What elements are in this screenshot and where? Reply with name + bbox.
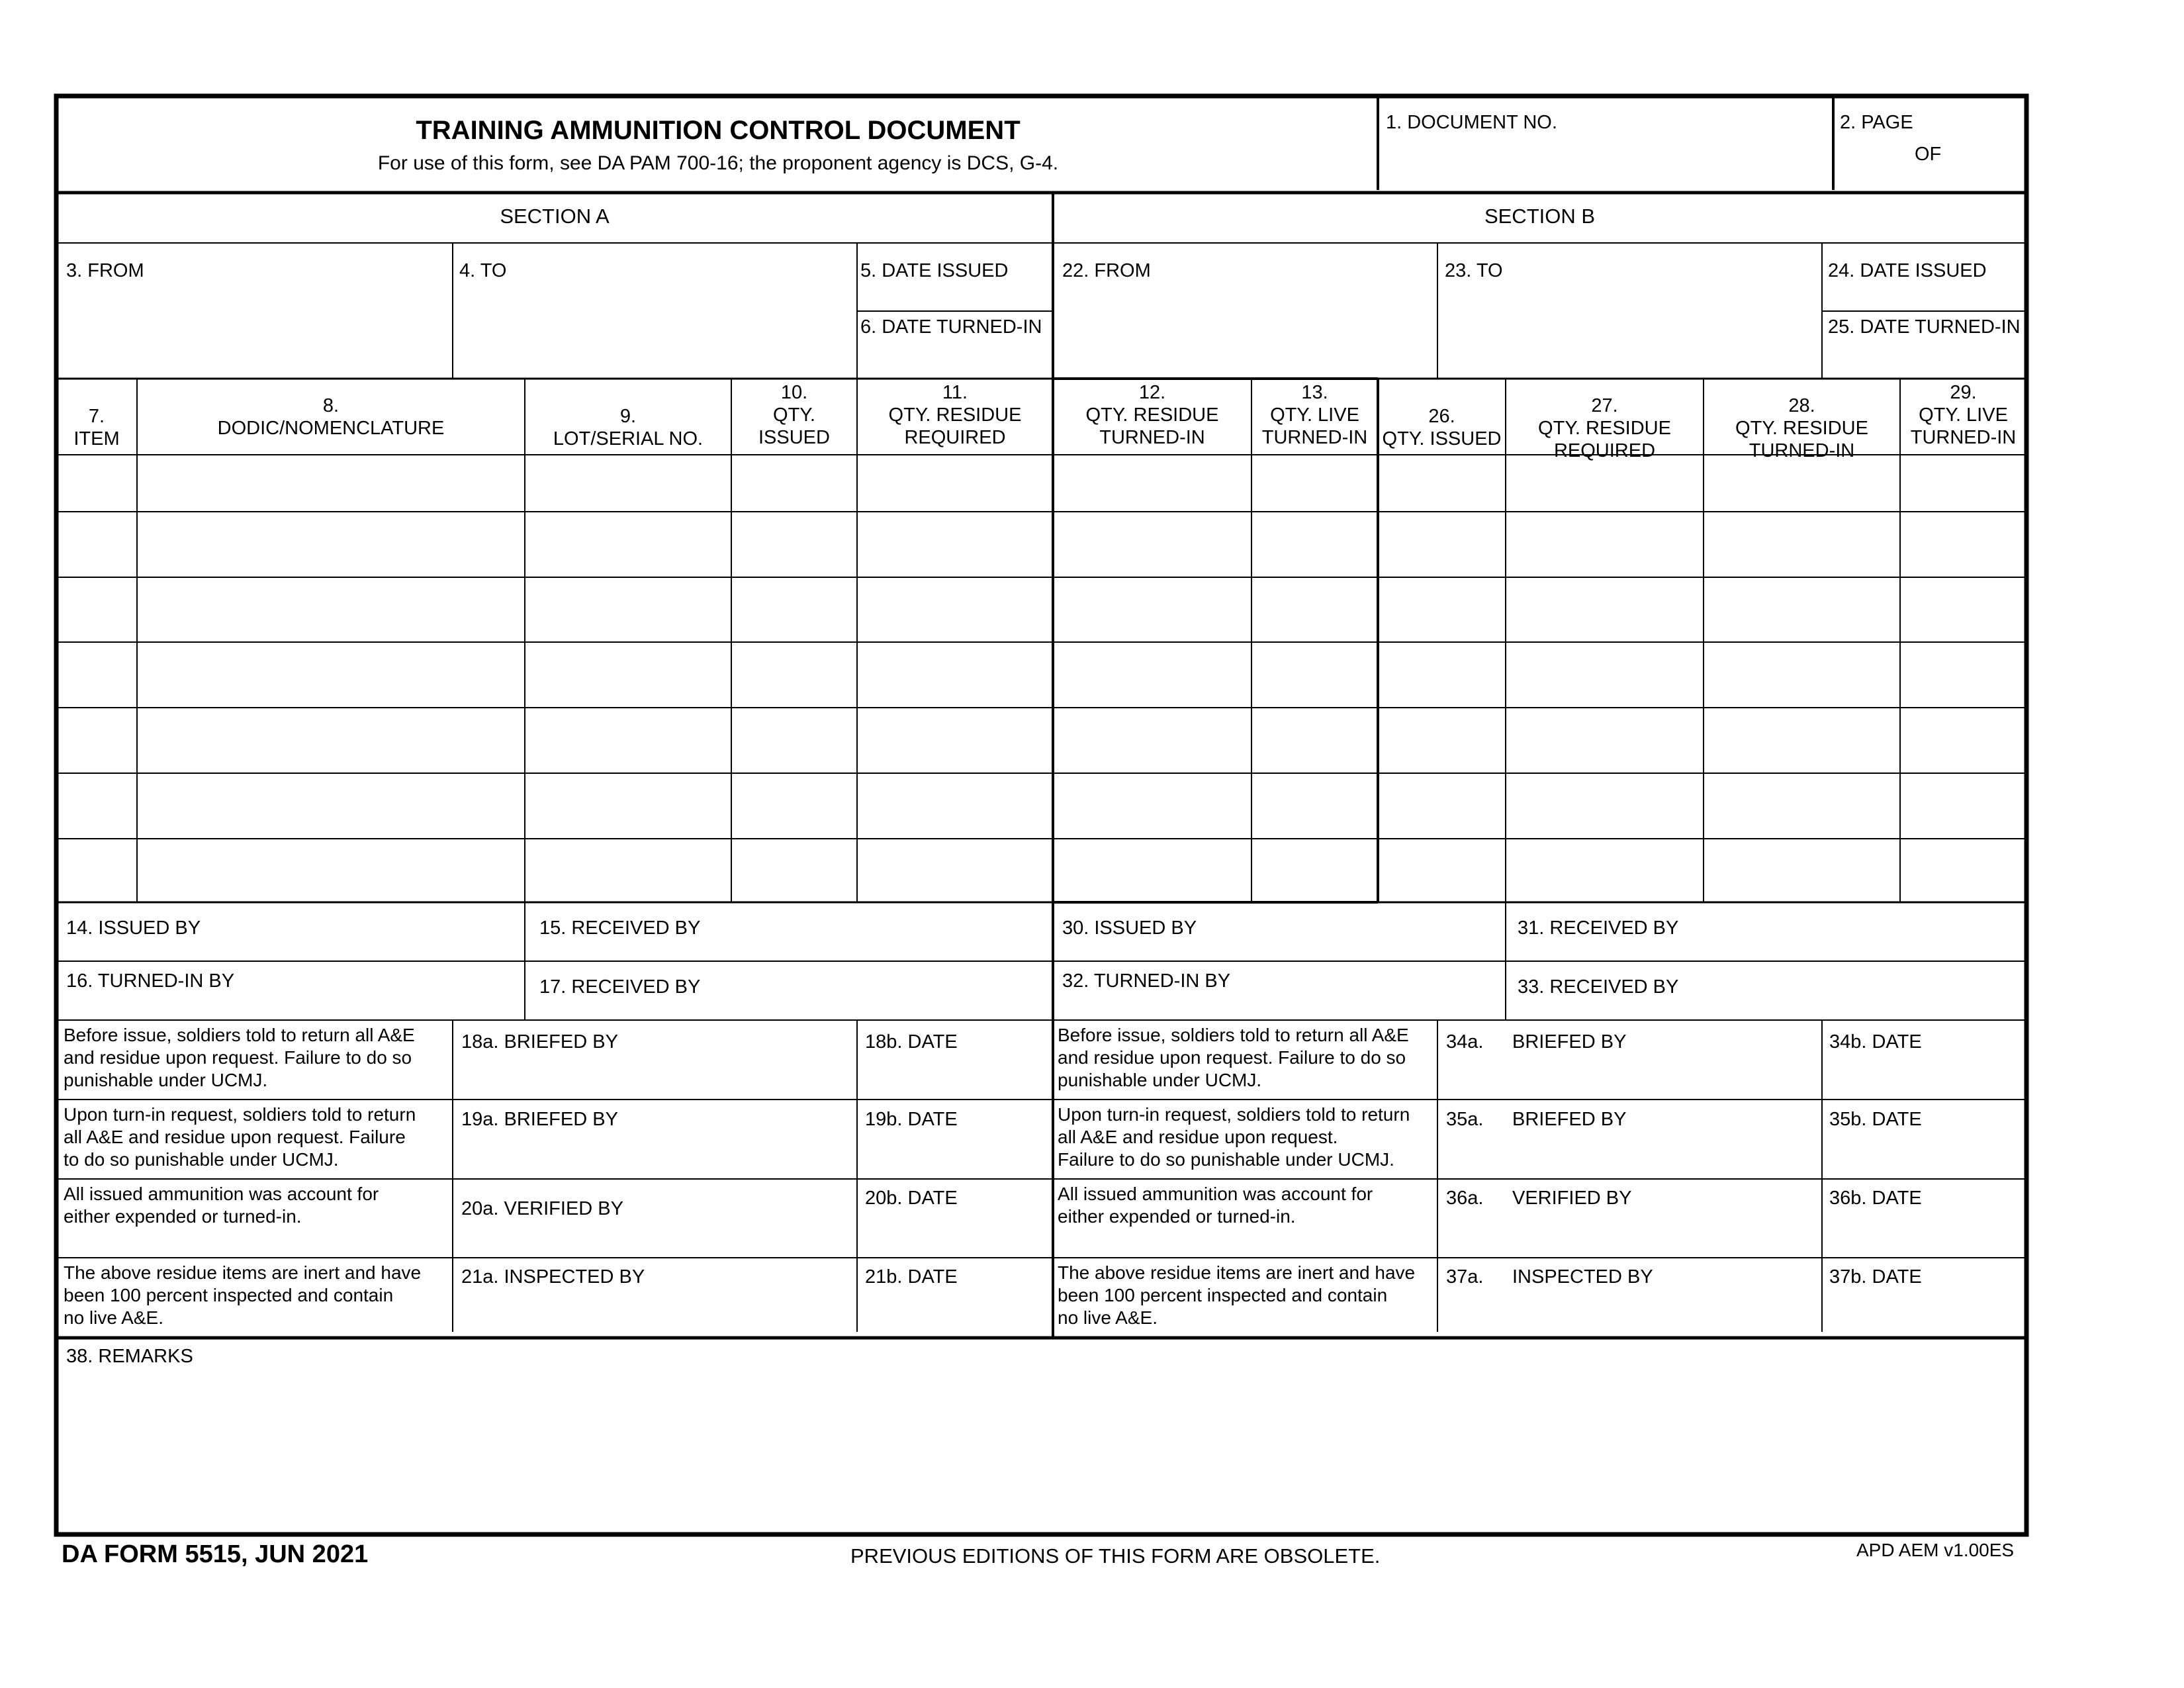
cell-qty-issued[interactable] — [733, 775, 855, 837]
section-b-from-field[interactable] — [1056, 286, 1435, 376]
verified-by-20a-label: 20a. VERIFIED BY — [461, 1198, 623, 1219]
date-37b-field[interactable] — [1825, 1291, 2025, 1331]
inspected-by-21a-field[interactable] — [455, 1291, 854, 1331]
date-36b-field[interactable] — [1825, 1212, 2025, 1256]
date-issued-label: 5. DATE ISSUED — [860, 260, 1009, 281]
cell-qty-residue-turned-in[interactable] — [1055, 841, 1250, 900]
section-b-received-by-31-field[interactable] — [1508, 940, 2025, 960]
section-b-issued-by-field[interactable] — [1056, 940, 1503, 960]
verified-by-36a-label: VERIFIED BY — [1512, 1188, 1632, 1209]
date-18b-field[interactable] — [859, 1056, 1051, 1097]
cell-b-qty-residue-required[interactable] — [1508, 775, 1702, 837]
remarks-label: 38. REMARKS — [66, 1346, 193, 1367]
cell-lot-serial-no[interactable] — [527, 579, 729, 640]
cell-qty-live-turned-in[interactable] — [1253, 514, 1376, 575]
section-a-title: SECTION A — [500, 205, 610, 228]
verified-by-20a-field[interactable] — [455, 1221, 854, 1256]
turned-in-by-field[interactable] — [60, 993, 523, 1018]
cell-b-qty-residue-required[interactable] — [1508, 514, 1702, 575]
cell-b-qty-residue-turned-in[interactable] — [1706, 457, 1898, 510]
date-20b-field[interactable] — [859, 1212, 1051, 1256]
date-19b-label: 19b. DATE — [865, 1109, 958, 1130]
cell-b-qty-residue-turned-in[interactable] — [1706, 710, 1898, 771]
cell-qty-residue-turned-in[interactable] — [1055, 775, 1250, 837]
verified-by-36a-number: 36a. — [1446, 1188, 1484, 1209]
section-b-briefing-statement-issue: Before issue, soldiers told to return all A&E and residue upon request. Failure to do so punishable under UCMJ. — [1058, 1025, 1409, 1090]
cell-qty-residue-turned-in[interactable] — [1055, 579, 1250, 640]
cell-lot-serial-no[interactable] — [527, 644, 729, 706]
inspected-by-37a-number: 37a. — [1446, 1266, 1484, 1288]
col-qty-issued-header: 10. QTY. ISSUED — [758, 382, 830, 448]
cell-qty-residue-required[interactable] — [859, 644, 1051, 706]
cell-b-qty-issued[interactable] — [1380, 457, 1504, 510]
cell-lot-serial-no[interactable] — [527, 710, 729, 771]
cell-item[interactable] — [58, 710, 135, 771]
form-number: DA FORM 5515, JUN 2021 — [62, 1540, 369, 1568]
briefing-statement-issue: Before issue, soldiers told to return all A&E and residue upon request. Failure to do so punishable under UCMJ. — [64, 1025, 415, 1090]
section-b-to-label: 23. TO — [1445, 260, 1503, 281]
section-a-to-field[interactable] — [455, 286, 854, 376]
section-b-to-field[interactable] — [1440, 286, 1820, 376]
cell-qty-residue-turned-in[interactable] — [1055, 514, 1250, 575]
received-by-17-field[interactable] — [527, 997, 1050, 1018]
cell-qty-live-turned-in[interactable] — [1253, 644, 1376, 706]
cell-qty-residue-required[interactable] — [859, 775, 1051, 837]
date-21b-field[interactable] — [859, 1291, 1051, 1331]
date-34b-field[interactable] — [1825, 1056, 2025, 1097]
cell-lot-serial-no[interactable] — [527, 775, 729, 837]
section-b-date-turned-in-field[interactable] — [1825, 341, 2025, 375]
cell-b-qty-issued[interactable] — [1380, 579, 1504, 640]
cell-b-qty-residue-required[interactable] — [1508, 710, 1702, 771]
page-label: 2. PAGE — [1840, 112, 1913, 133]
cell-qty-issued[interactable] — [733, 710, 855, 771]
cell-qty-issued[interactable] — [733, 841, 855, 900]
form-subtitle: For use of this form, see DA PAM 700-16; the proponent agency is DCS, G-4. — [377, 152, 1059, 174]
remarks-field[interactable] — [61, 1372, 2022, 1529]
cell-item[interactable] — [58, 457, 135, 510]
form-version: APD AEM v1.00ES — [1856, 1540, 2015, 1560]
date-34b-label: 34b. DATE — [1829, 1031, 1922, 1053]
cell-b-qty-residue-turned-in[interactable] — [1706, 579, 1898, 640]
briefed-by-34a-label: BRIEFED BY — [1512, 1031, 1627, 1053]
briefed-by-35a-number: 35a. — [1446, 1109, 1484, 1130]
cell-lot-serial-no[interactable] — [527, 841, 729, 900]
cell-b-qty-live-turned-in[interactable] — [1902, 710, 2025, 771]
col-item-header: 7. ITEM — [73, 406, 120, 449]
cell-b-qty-issued[interactable] — [1380, 644, 1504, 706]
page-number-field[interactable] — [1837, 139, 1909, 172]
cell-b-qty-live-turned-in[interactable] — [1902, 579, 2025, 640]
date-turned-in-field[interactable] — [859, 341, 1051, 375]
page-total-field[interactable] — [1946, 139, 2022, 172]
section-a-from-label: 3. FROM — [66, 260, 144, 281]
section-b-inspection-statement: The above residue items are inert and have been 100 percent inspected and contain no live A&E. — [1058, 1262, 1416, 1328]
cell-qty-issued[interactable] — [733, 644, 855, 706]
section-b-issued-by-label: 30. ISSUED BY — [1062, 917, 1197, 939]
cell-qty-residue-required[interactable] — [859, 514, 1051, 575]
section-b-title: SECTION B — [1484, 205, 1596, 228]
date-21b-label: 21b. DATE — [865, 1266, 958, 1288]
col-qty-residue-turned-in-header: 12. QTY. RESIDUE TURNED-IN — [1085, 382, 1219, 448]
briefed-by-35a-field[interactable] — [1440, 1133, 1820, 1176]
briefing-statement-turn-in: Upon turn-in request, soldiers told to return all A&E and residue upon request. Failure to do so punishable under UCMJ. — [64, 1104, 416, 1170]
cell-dodic-nomenclature[interactable] — [139, 514, 523, 575]
cell-b-qty-live-turned-in[interactable] — [1902, 841, 2025, 900]
cell-qty-residue-required[interactable] — [859, 579, 1051, 640]
cell-qty-live-turned-in[interactable] — [1253, 775, 1376, 837]
date-turned-in-label: 6. DATE TURNED-IN — [860, 316, 1042, 338]
turned-in-by-label: 16. TURNED-IN BY — [66, 970, 235, 992]
briefed-by-34a-field[interactable] — [1440, 1056, 1820, 1097]
cell-dodic-nomenclature[interactable] — [139, 579, 523, 640]
inspection-statement: The above residue items are inert and have been 100 percent inspected and contain no live A&E. — [64, 1262, 422, 1328]
cell-dodic-nomenclature[interactable] — [139, 644, 523, 706]
cell-b-qty-live-turned-in[interactable] — [1902, 514, 2025, 575]
cell-b-qty-live-turned-in[interactable] — [1902, 457, 2025, 510]
cell-qty-live-turned-in[interactable] — [1253, 710, 1376, 771]
cell-qty-live-turned-in[interactable] — [1253, 457, 1376, 510]
briefed-by-34a-number: 34a. — [1446, 1031, 1484, 1053]
issued-by-field[interactable] — [60, 940, 523, 960]
cell-qty-residue-required[interactable] — [859, 457, 1051, 510]
date-20b-label: 20b. DATE — [865, 1188, 958, 1209]
verified-by-36a-field[interactable] — [1440, 1212, 1820, 1256]
cell-qty-issued[interactable] — [733, 579, 855, 640]
cell-b-qty-residue-required[interactable] — [1508, 841, 1702, 900]
form-title: TRAINING AMMUNITION CONTROL DOCUMENT — [416, 116, 1021, 145]
document-no-field[interactable] — [1383, 139, 1830, 185]
inspected-by-37a-label: INSPECTED BY — [1512, 1266, 1653, 1288]
col-qty-live-turned-in-header: 13. QTY. LIVE TURNED-IN — [1261, 382, 1368, 448]
briefed-by-18a-field[interactable] — [455, 1056, 854, 1097]
inspected-by-21a-label: 21a. INSPECTED BY — [461, 1266, 645, 1288]
issued-by-label: 14. ISSUED BY — [66, 917, 201, 939]
col-dodic-header: 8. DODIC/NOMENCLATURE — [217, 395, 445, 439]
cell-b-qty-live-turned-in[interactable] — [1902, 644, 2025, 706]
cell-b-qty-issued[interactable] — [1380, 710, 1504, 771]
cell-qty-residue-required[interactable] — [859, 841, 1051, 900]
cell-b-qty-residue-turned-in[interactable] — [1706, 644, 1898, 706]
document-no-label: 1. DOCUMENT NO. — [1386, 112, 1557, 133]
page-of-label: OF — [1915, 144, 1942, 165]
cell-b-qty-issued[interactable] — [1380, 514, 1504, 575]
col-qty-residue-required-header: 11. QTY. RESIDUE REQUIRED — [888, 382, 1022, 448]
cell-qty-live-turned-in[interactable] — [1253, 841, 1376, 900]
cell-qty-issued[interactable] — [733, 457, 855, 510]
cell-dodic-nomenclature[interactable] — [139, 710, 523, 771]
section-a-to-label: 4. TO — [459, 260, 507, 281]
cell-dodic-nomenclature[interactable] — [139, 775, 523, 837]
briefed-by-19a-field[interactable] — [455, 1133, 854, 1176]
section-b-turned-in-by-label: 32. TURNED-IN BY — [1062, 970, 1231, 992]
cell-item[interactable] — [58, 514, 135, 575]
cell-b-qty-live-turned-in[interactable] — [1902, 775, 2025, 837]
obsolete-notice: PREVIOUS EDITIONS OF THIS FORM ARE OBSOLETE. — [850, 1544, 1381, 1568]
cell-qty-residue-turned-in[interactable] — [1055, 644, 1250, 706]
cell-b-qty-issued[interactable] — [1380, 775, 1504, 837]
section-a-from-field[interactable] — [60, 286, 450, 376]
date-issued-field[interactable] — [859, 285, 1051, 310]
col-b-qty-live-turned-in-header: 29. QTY. LIVE TURNED-IN — [1910, 382, 2017, 448]
verification-statement: All issued ammunition was account for either expended or turned-in. — [64, 1184, 379, 1227]
cell-b-qty-issued[interactable] — [1380, 841, 1504, 900]
received-by-15-field[interactable] — [527, 940, 1050, 960]
section-b-turned-in-by-field[interactable] — [1056, 993, 1503, 1018]
received-by-17-label: 17. RECEIVED BY — [539, 976, 701, 998]
section-b-date-issued-label: 24. DATE ISSUED — [1828, 260, 1987, 281]
cell-b-qty-residue-required[interactable] — [1508, 457, 1702, 510]
section-b-received-by-33-field[interactable] — [1508, 997, 2025, 1018]
cell-item[interactable] — [58, 841, 135, 900]
cell-b-qty-residue-turned-in[interactable] — [1706, 514, 1898, 575]
received-by-15-label: 15. RECEIVED BY — [539, 917, 701, 939]
cell-dodic-nomenclature[interactable] — [139, 841, 523, 900]
briefed-by-18a-label: 18a. BRIEFED BY — [461, 1031, 618, 1053]
col-b-qty-issued-header: 26. QTY. ISSUED — [1382, 406, 1502, 449]
date-19b-field[interactable] — [859, 1133, 1051, 1176]
cell-qty-residue-turned-in[interactable] — [1055, 710, 1250, 771]
col-lot-serial-header: 9. LOT/SERIAL NO. — [553, 406, 704, 449]
cell-lot-serial-no[interactable] — [527, 514, 729, 575]
cell-b-qty-residue-required[interactable] — [1508, 644, 1702, 706]
date-35b-field[interactable] — [1825, 1133, 2025, 1176]
section-b-date-turned-in-label: 25. DATE TURNED-IN — [1828, 316, 2021, 338]
date-18b-label: 18b. DATE — [865, 1031, 958, 1053]
date-35b-label: 35b. DATE — [1829, 1109, 1922, 1130]
section-b-date-issued-field[interactable] — [1825, 285, 2025, 310]
date-37b-label: 37b. DATE — [1829, 1266, 1922, 1288]
cell-lot-serial-no[interactable] — [527, 457, 729, 510]
cell-item[interactable] — [58, 775, 135, 837]
section-b-received-by-33-label: 33. RECEIVED BY — [1518, 976, 1679, 998]
cell-qty-issued[interactable] — [733, 514, 855, 575]
cell-qty-residue-required[interactable] — [859, 710, 1051, 771]
section-b-received-by-31-label: 31. RECEIVED BY — [1518, 917, 1679, 939]
section-b-from-label: 22. FROM — [1062, 260, 1151, 281]
cell-qty-residue-turned-in[interactable] — [1055, 457, 1250, 510]
cell-qty-live-turned-in[interactable] — [1253, 579, 1376, 640]
cell-b-qty-residue-turned-in[interactable] — [1706, 775, 1898, 837]
cell-item[interactable] — [58, 644, 135, 706]
cell-b-qty-residue-required[interactable] — [1508, 579, 1702, 640]
briefed-by-35a-label: BRIEFED BY — [1512, 1109, 1627, 1130]
date-36b-label: 36b. DATE — [1829, 1188, 1922, 1209]
section-b-verification-statement: All issued ammunition was account for either expended or turned-in. — [1058, 1184, 1373, 1227]
cell-dodic-nomenclature[interactable] — [139, 457, 523, 510]
cell-item[interactable] — [58, 579, 135, 640]
col-b-qty-residue-turned-in-header: 28. QTY. RESIDUE TURNED-IN — [1735, 395, 1868, 461]
section-b-briefing-statement-turn-in: Upon turn-in request, soldiers told to return all A&E and residue upon request. Failure to do so punishable under UCMJ. — [1058, 1104, 1410, 1170]
briefed-by-19a-label: 19a. BRIEFED BY — [461, 1109, 618, 1130]
col-b-qty-residue-required-header: 27. QTY. RESIDUE REQUIRED — [1538, 395, 1671, 461]
inspected-by-37a-field[interactable] — [1440, 1291, 1820, 1331]
cell-b-qty-residue-turned-in[interactable] — [1706, 841, 1898, 900]
